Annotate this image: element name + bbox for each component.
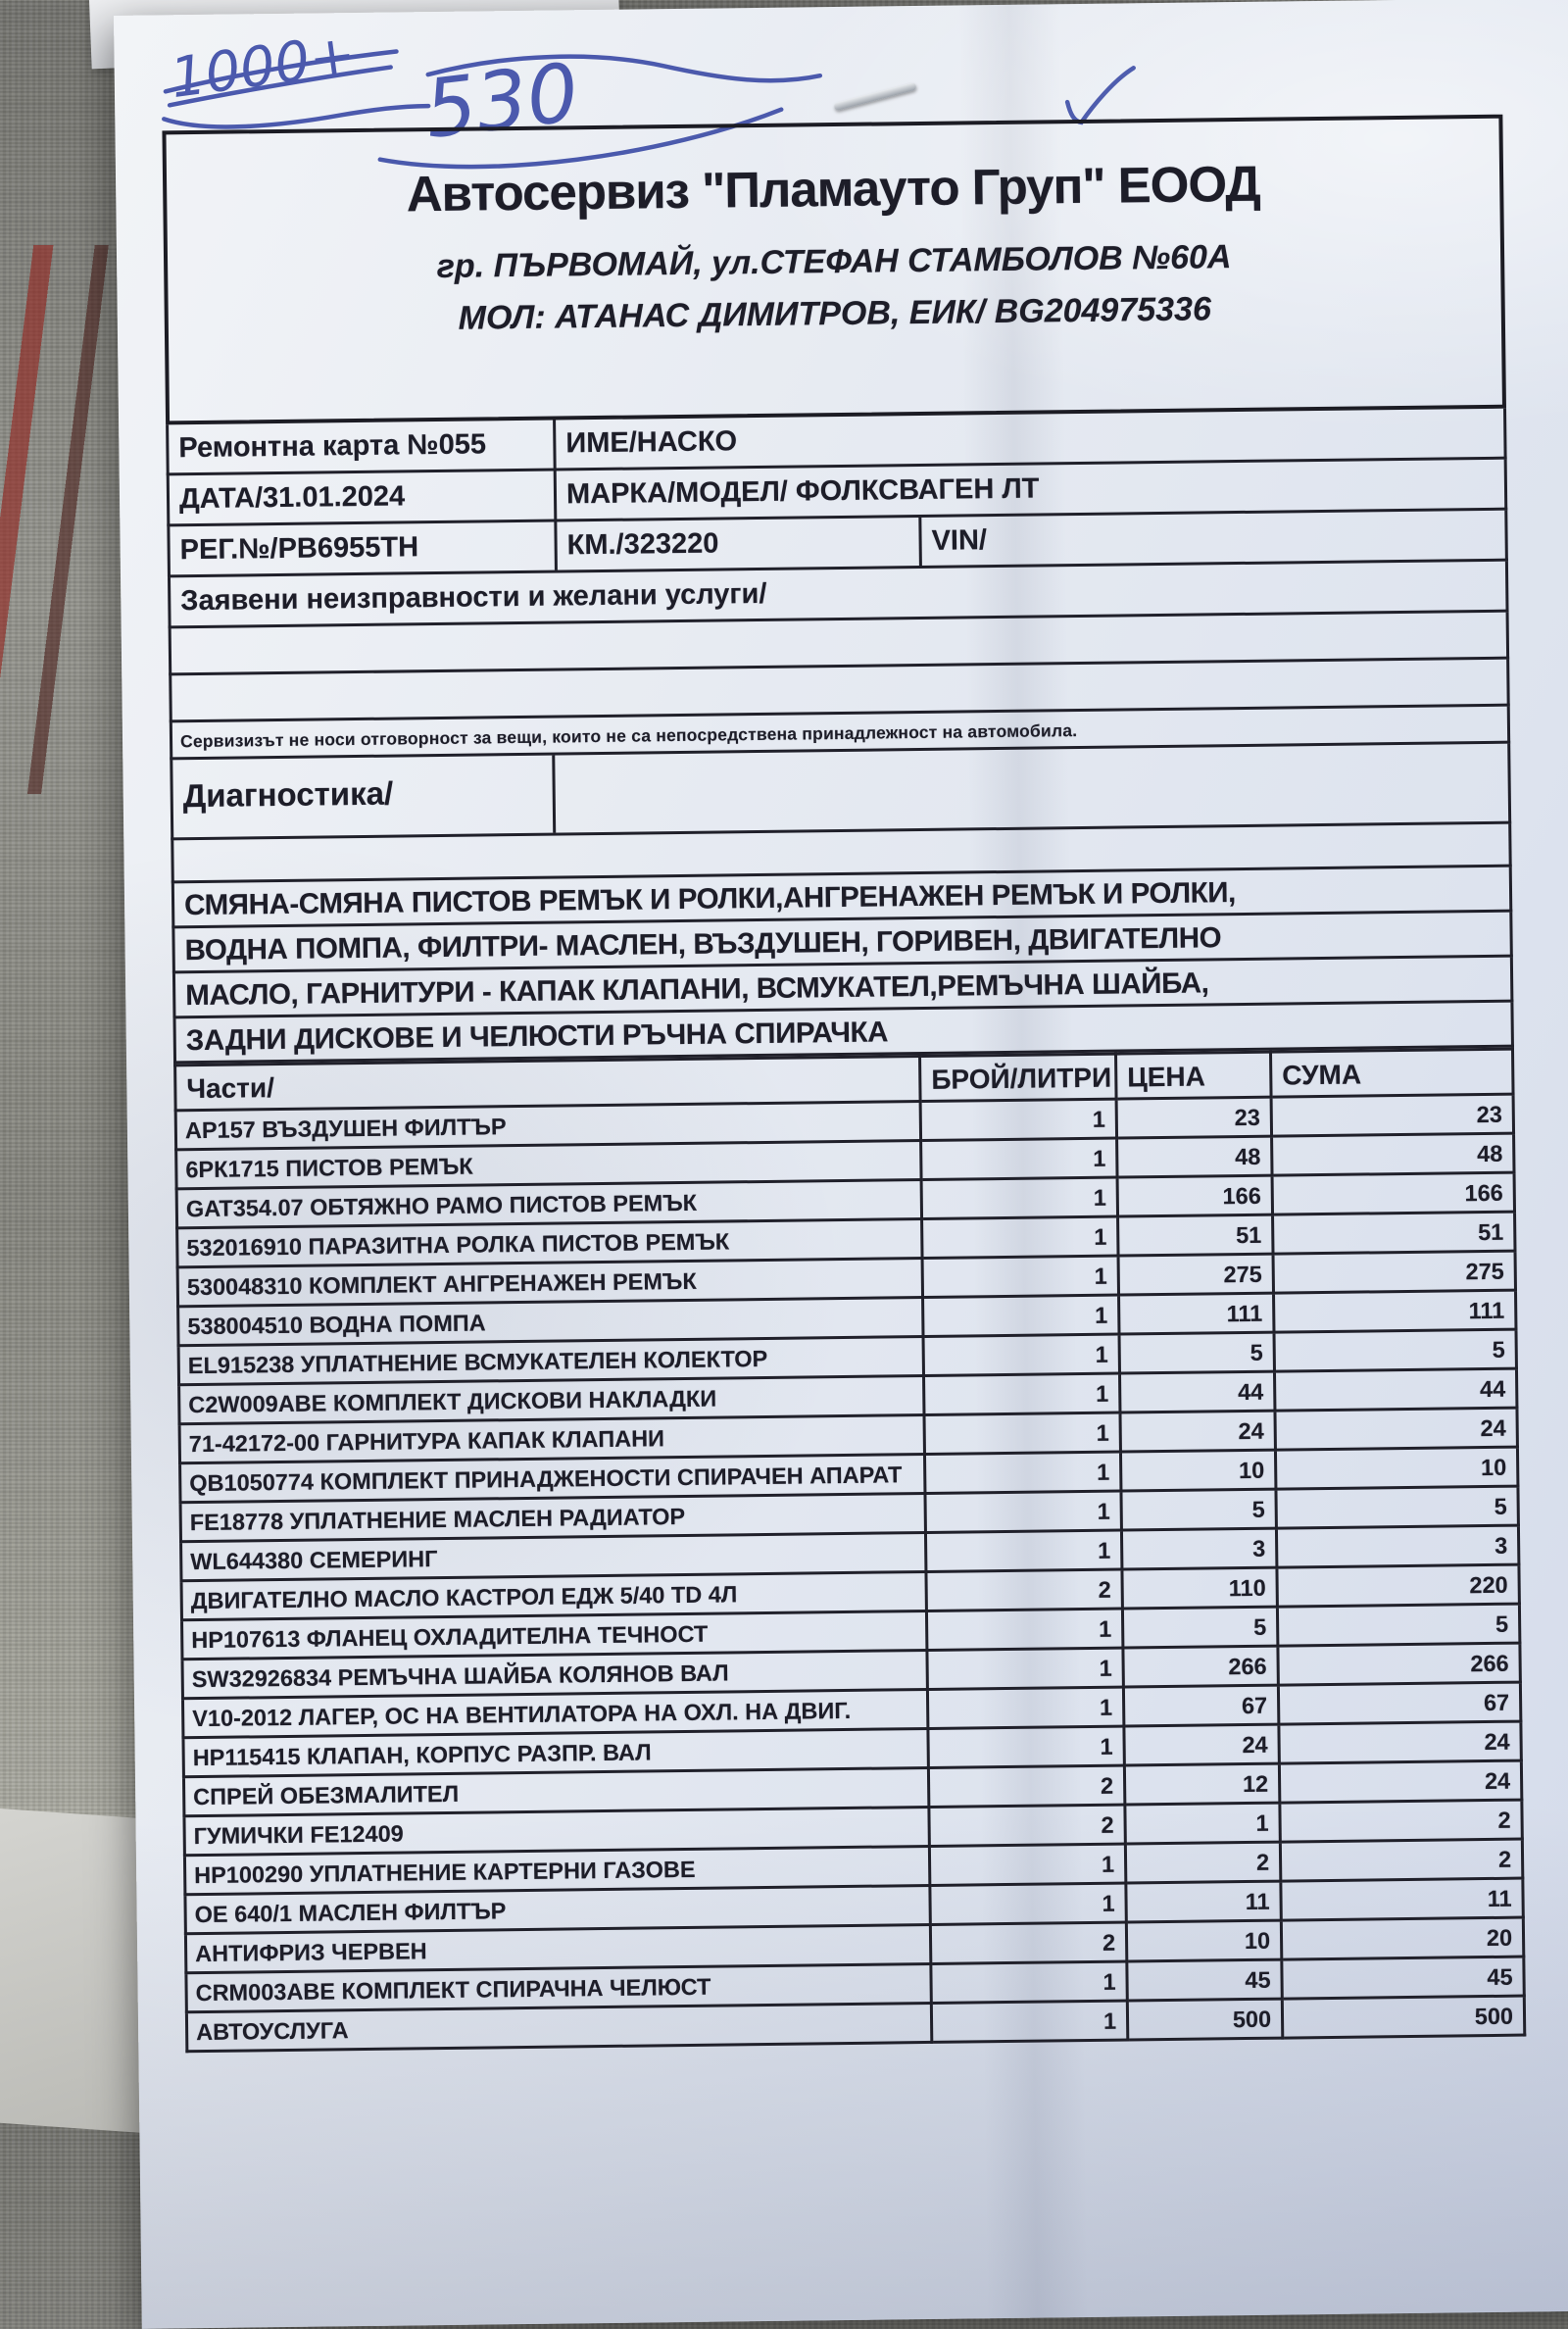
- price-cell: 3: [1121, 1528, 1276, 1569]
- odometer-km: КМ./323220: [557, 518, 922, 570]
- reg-number: РЕГ.№/РВ6955ТН: [170, 522, 558, 575]
- part-name-cell: C2W009ABE КОМПЛЕКТ ДИСКОВИ НАКЛАДКИ: [179, 1376, 924, 1424]
- price-cell: 166: [1117, 1175, 1272, 1216]
- company-mol-eik: МОЛ: АТАНАС ДИМИТРОВ, ЕИК/ BG204975336: [458, 290, 1212, 337]
- qty-cell: 1: [924, 1373, 1120, 1414]
- sum-cell: 20: [1281, 1917, 1523, 1959]
- part-name-cell: АВТОУСЛУГА: [186, 2003, 931, 2051]
- part-name-cell: НР100290 УПЛАТНЕНИЕ КАРТЕРНИ ГАЗОВЕ: [184, 1846, 929, 1894]
- make-model: МАРКА/МОДЕЛ/ ФОЛКСВАГЕН ЛТ: [565, 472, 1040, 511]
- qty-cell: 1: [928, 1726, 1124, 1767]
- part-name-cell: 71-42172-00 ГАРНИТУРА КАПАК КЛАПАНИ: [179, 1415, 924, 1463]
- qty-cell: 1: [921, 1177, 1117, 1218]
- qty-cell: 1: [929, 1844, 1125, 1885]
- qty-cell: 1: [924, 1452, 1120, 1493]
- price-cell: 12: [1124, 1763, 1279, 1805]
- work-description-text: ВОДНА ПОМПА, ФИЛТРИ- МАСЛЕН, ВЪЗДУШЕН, ГОРИВЕН, ДВИГАТЕЛНО: [184, 921, 1222, 967]
- disclaimer-text: Сервизизът не носи отговорност за вещи, които не са непосредствена принадлежност на автомобила.: [179, 720, 1078, 752]
- sum-cell: 5: [1276, 1486, 1518, 1528]
- qty-cell: 1: [922, 1216, 1118, 1258]
- part-name-cell: НР115415 КЛАПАН, КОРПУС РАЗПР. ВАЛ: [183, 1728, 928, 1776]
- sum-cell: 23: [1271, 1094, 1513, 1136]
- client-name: ИМЕ/НАСКО: [565, 425, 738, 460]
- price-cell: 5: [1121, 1489, 1276, 1530]
- qty-cell: 2: [928, 1765, 1124, 1807]
- sum-cell: 10: [1275, 1447, 1517, 1489]
- col-header-sum: СУМА: [1271, 1049, 1514, 1097]
- qty-cell: 2: [929, 1805, 1125, 1846]
- price-cell: 11: [1126, 1881, 1281, 1922]
- sum-cell: 24: [1279, 1721, 1521, 1763]
- sum-cell: 48: [1272, 1133, 1514, 1175]
- sum-cell: 51: [1273, 1212, 1515, 1254]
- qty-cell: 1: [927, 1648, 1123, 1689]
- part-name-cell: EL915238 УПЛАТНЕНИЕ ВСМУКАТЕЛЕН КОЛЕКТОР: [178, 1337, 923, 1385]
- qty-cell: 1: [923, 1295, 1119, 1336]
- price-cell: 51: [1118, 1214, 1273, 1256]
- sum-cell: 500: [1282, 1996, 1524, 2038]
- diagnostics-value: [555, 755, 571, 832]
- qty-cell: 1: [931, 2001, 1127, 2042]
- company-address: гр. ПЪРВОМАЙ, ул.СТЕФАН СТАМБОЛОВ №60А: [436, 238, 1232, 285]
- diagnostics-label: Диагностика/: [172, 756, 556, 838]
- sum-cell: 24: [1275, 1408, 1517, 1450]
- handwritten-amount: 530: [419, 46, 584, 157]
- part-name-cell: АР157 ВЪЗДУШЕН ФИЛТЪР: [175, 1102, 920, 1150]
- work-description-text: ЗАДНИ ДИСКОВЕ И ЧЕЛЮСТИ РЪЧНА СПИРАЧКА: [185, 1016, 889, 1058]
- work-description-text: СМЯНА-СМЯНА ПИСТОВ РЕМЪК И РОЛКИ,АНГРЕНАЖЕН РЕМЪК И РОЛКИ,: [183, 876, 1237, 922]
- part-name-cell: V10-2012 ЛАГЕР, ОС НА ВЕНТИЛАТОРА НА ОХЛ. НА ДВИГ.: [182, 1689, 927, 1737]
- work-description-text: МАСЛО, ГАРНИТУРИ - КАПАК КЛАПАНИ, ВСМУКАТЕЛ,РЕМЪЧНА ШАЙБА,: [185, 966, 1209, 1013]
- part-name-cell: QB1050774 КОМПЛЕКТ ПРИНАДЖЕНОСТИ СПИРАЧЕН АПАРАТ: [180, 1455, 925, 1503]
- handwritten-amount-crossed: 1000+: [167, 23, 360, 112]
- qty-cell: 1: [927, 1687, 1123, 1728]
- col-header-parts: Части/: [175, 1057, 921, 1111]
- service-invoice-paper: [114, 0, 1568, 2329]
- part-name-cell: АНТИФРИЗ ЧЕРВЕН: [185, 1924, 930, 1972]
- qty-cell: 1: [930, 1883, 1126, 1924]
- price-cell: 5: [1122, 1607, 1277, 1648]
- price-cell: 110: [1122, 1567, 1277, 1609]
- repair-card-number: Ремонтна карта №055: [169, 421, 557, 473]
- qty-cell: 1: [925, 1530, 1121, 1571]
- sum-cell: 24: [1279, 1760, 1521, 1803]
- sum-cell: 3: [1276, 1525, 1518, 1567]
- price-cell: 67: [1123, 1685, 1278, 1726]
- col-header-qty: БРОЙ/ЛИТРИ: [920, 1054, 1117, 1101]
- sum-cell: 44: [1274, 1368, 1516, 1411]
- col-header-price: ЦЕНА: [1116, 1052, 1272, 1099]
- qty-cell: 1: [922, 1256, 1118, 1297]
- part-name-cell: 6РК1715 ПИСТОВ РЕМЪК: [176, 1141, 921, 1189]
- price-cell: 45: [1127, 1959, 1282, 2001]
- repair-card-form: [162, 115, 1526, 2054]
- part-name-cell: GAT354.07 ОБТЯЖНО РАМО ПИСТОВ РЕМЪК: [176, 1180, 921, 1228]
- sum-cell: 5: [1274, 1329, 1516, 1371]
- requested-services-label: Заявени неизправности и желани услуги/: [180, 577, 767, 618]
- qty-cell: 2: [926, 1569, 1122, 1610]
- part-name-cell: ДВИГАТЕЛНО МАСЛО КАСТРОЛ ЕДЖ 5/40 TD 4Л: [181, 1571, 926, 1619]
- sum-cell: 5: [1277, 1604, 1519, 1646]
- qty-cell: 1: [925, 1491, 1121, 1532]
- sum-cell: 275: [1273, 1251, 1515, 1293]
- qty-cell: 1: [926, 1609, 1122, 1650]
- company-title: Автосервиз "Пламауто Груп" ЕООД: [406, 155, 1261, 223]
- parts-table: [173, 1048, 1526, 2054]
- qty-cell: 2: [930, 1922, 1126, 1963]
- price-cell: 10: [1126, 1920, 1281, 1961]
- price-cell: 500: [1127, 1999, 1282, 2040]
- parts-table-body: [175, 1094, 1525, 2052]
- part-name-cell: НР107613 ФЛАНЕЦ ОХЛАДИТЕЛНА ТЕЧНОСТ: [182, 1610, 927, 1659]
- price-cell: 24: [1124, 1724, 1279, 1765]
- vin-field: VIN/: [931, 524, 988, 557]
- price-cell: 275: [1118, 1254, 1273, 1295]
- part-name-cell: WL644380 СЕМЕРИНГ: [181, 1532, 926, 1580]
- price-cell: 266: [1123, 1646, 1278, 1687]
- sum-cell: 67: [1278, 1682, 1520, 1724]
- part-name-cell: ГУМИЧКИ FE12409: [184, 1807, 929, 1855]
- price-cell: 2: [1125, 1842, 1280, 1883]
- part-name-cell: FE18778 УПЛАТНЕНИЕ МАСЛЕН РАДИАТОР: [180, 1493, 925, 1541]
- price-cell: 1: [1125, 1803, 1280, 1844]
- sum-cell: 2: [1280, 1839, 1522, 1881]
- part-name-cell: ОЕ 640/1 МАСЛЕН ФИЛТЪР: [185, 1885, 930, 1933]
- price-cell: 10: [1120, 1450, 1275, 1491]
- qty-cell: 1: [931, 1961, 1127, 2003]
- sum-cell: 166: [1272, 1172, 1514, 1214]
- staple-icon: [833, 82, 916, 112]
- repair-date: ДАТА/31.01.2024: [170, 471, 558, 524]
- price-cell: 48: [1117, 1136, 1272, 1177]
- company-header: [162, 115, 1506, 425]
- qty-cell: 1: [924, 1412, 1120, 1454]
- sum-cell: 45: [1282, 1957, 1524, 1999]
- sum-cell: 111: [1274, 1290, 1516, 1332]
- price-cell: 24: [1120, 1411, 1275, 1452]
- price-cell: 5: [1119, 1332, 1274, 1373]
- qty-cell: 1: [920, 1099, 1116, 1140]
- sum-cell: 266: [1278, 1643, 1520, 1685]
- part-name-cell: СПРЕЙ ОБЕЗМАЛИТЕЛ: [183, 1767, 928, 1815]
- sum-cell: 11: [1281, 1878, 1523, 1920]
- qty-cell: 1: [923, 1334, 1119, 1375]
- sum-cell: 220: [1277, 1564, 1519, 1607]
- qty-cell: 1: [921, 1138, 1117, 1179]
- price-cell: 44: [1119, 1371, 1274, 1412]
- part-name-cell: SW32926834 РЕМЪЧНА ШАЙБА КОЛЯНОВ ВАЛ: [182, 1650, 927, 1698]
- price-cell: 111: [1119, 1293, 1274, 1334]
- part-name-cell: 530048310 КОМПЛЕКТ АНГРЕНАЖЕН РЕМЪК: [177, 1259, 922, 1307]
- part-name-cell: 532016910 ПАРАЗИТНА РОЛКА ПИСТОВ РЕМЪК: [177, 1219, 922, 1267]
- part-name-cell: 538004510 ВОДНА ПОМПА: [178, 1298, 923, 1346]
- part-name-cell: CRM003ABE КОМПЛЕКТ СПИРАЧНА ЧЕЛЮСТ: [186, 1963, 931, 2011]
- price-cell: 23: [1116, 1097, 1271, 1138]
- sum-cell: 2: [1280, 1800, 1522, 1842]
